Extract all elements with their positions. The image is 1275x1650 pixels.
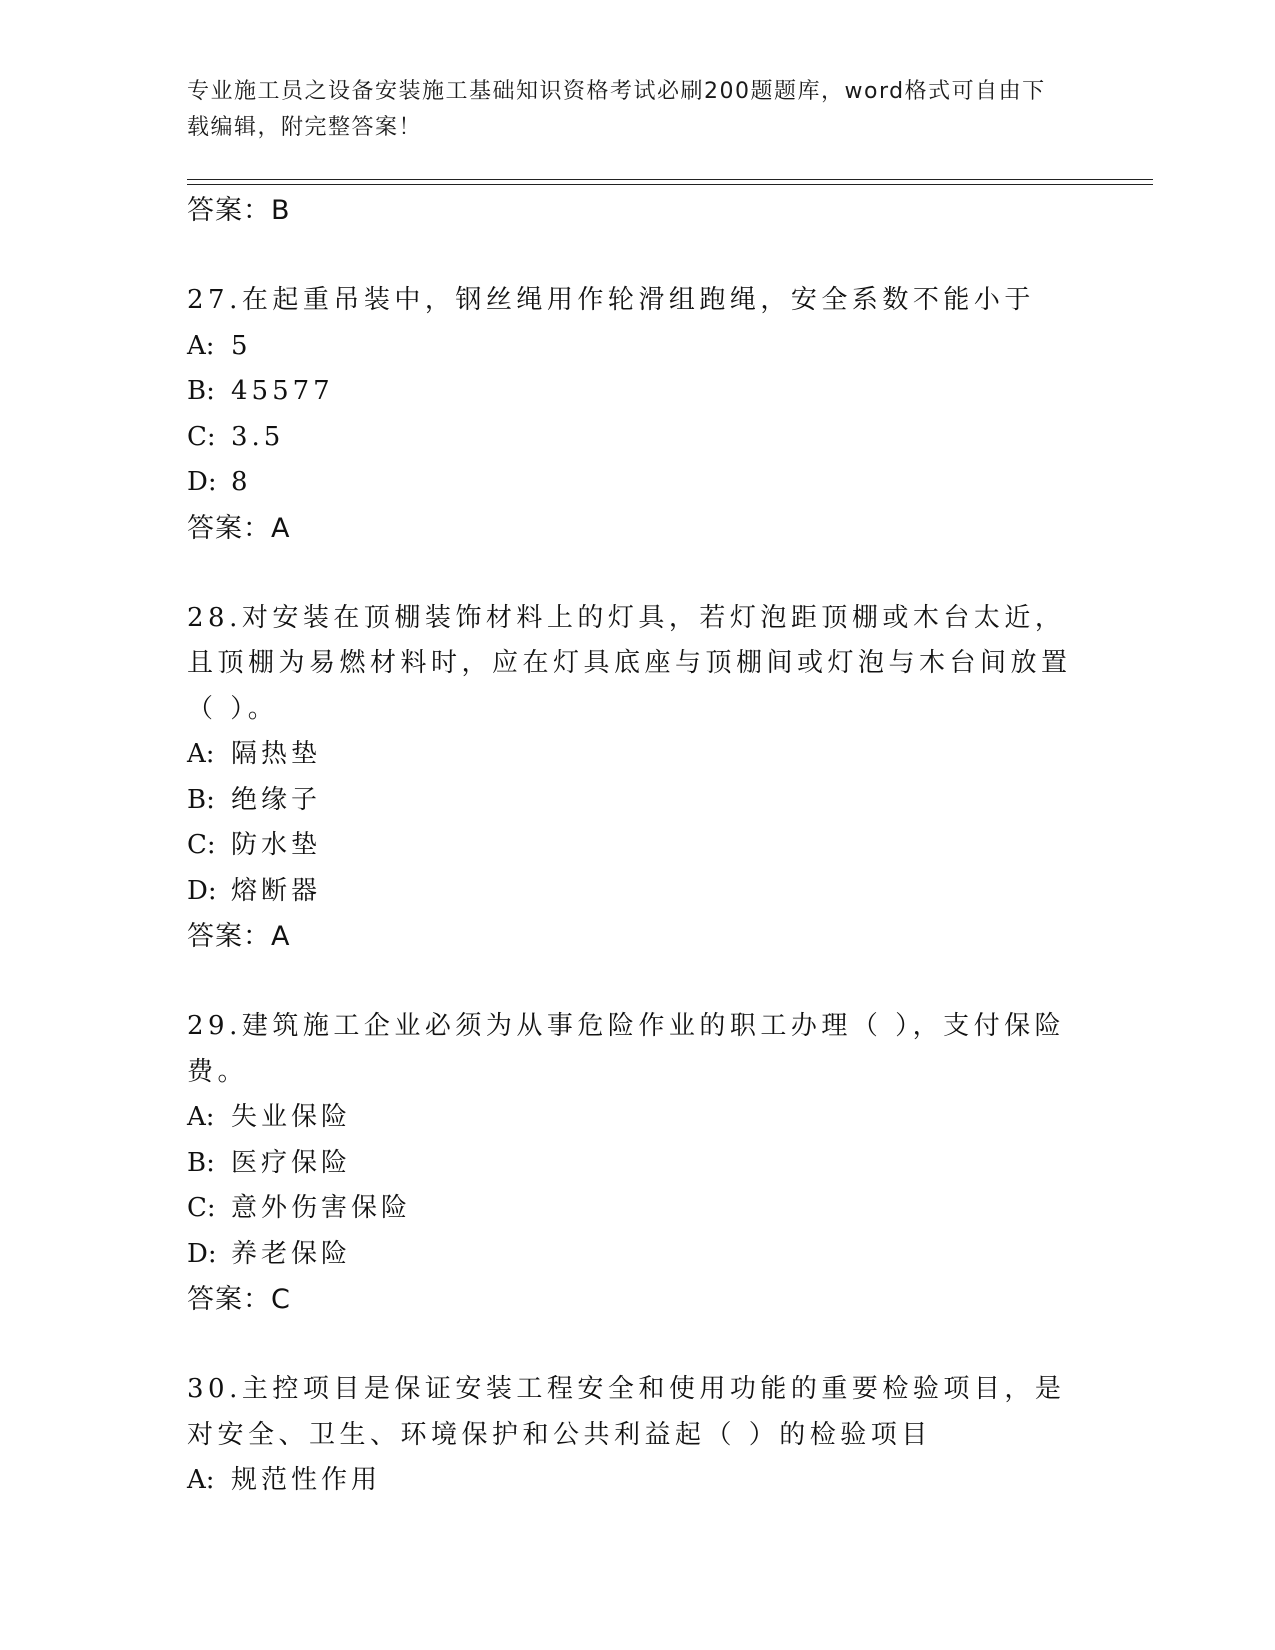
option-text: 8: [231, 467, 252, 497]
question-block: [187, 1004, 1087, 1323]
option-letter: D:: [187, 875, 217, 906]
option-letter: B:: [187, 1147, 215, 1178]
question-answer: 答案：A: [187, 512, 291, 544]
option-text: 3.5: [231, 421, 285, 452]
option-letter: C:: [187, 421, 216, 452]
option-text: 规范性作用: [231, 1465, 382, 1495]
option-letter: B:: [187, 784, 215, 815]
option-text: 意外伤害保险: [231, 1193, 412, 1223]
option-text: 失业保险: [231, 1102, 352, 1132]
option-b: [187, 1141, 1087, 1187]
header-divider-line-second: [187, 184, 1153, 185]
option-letter: B:: [187, 376, 215, 406]
question-list: [187, 188, 1087, 1504]
question-text: 30.主控项目是保证安装工程安全和使用功能的重要检验项目，是对安全、卫生、环境保护和公共利益起（ ）的检验项目: [187, 1374, 1066, 1450]
option-d: [187, 460, 1087, 506]
question-block: [187, 1367, 1087, 1504]
option-letter: A:: [187, 1465, 215, 1495]
option-text: 熔断器: [231, 875, 322, 906]
question-answer: 答案：C: [187, 1284, 291, 1315]
option-a: [187, 1095, 1087, 1141]
option-c: [187, 415, 1087, 461]
option-text: 医疗保险: [231, 1147, 352, 1178]
option-text: 养老保险: [231, 1238, 352, 1269]
question-answer: 答案：A: [187, 921, 291, 952]
option-text: 隔热垫: [231, 739, 322, 769]
option-d: [187, 869, 1087, 915]
option-c: [187, 1186, 1087, 1232]
question-block: [187, 596, 1087, 961]
option-text: 防水垫: [231, 830, 322, 860]
option-letter: A:: [187, 739, 215, 769]
option-text: 绝缘子: [231, 784, 322, 815]
document-header: 专业施工员之设备安装施工基础知识资格考试必刷200题题库，word格式可自由下载编辑，附完整答案！: [187, 79, 1046, 140]
question-text: 27.在起重吊装中，钢丝绳用作轮滑组跑绳，安全系数不能小于: [187, 285, 1035, 315]
question-text: 29.建筑施工企业必须为从事危险作业的职工办理（ ），支付保险费。: [187, 1011, 1066, 1087]
option-letter: A:: [187, 1102, 215, 1132]
option-d: [187, 1232, 1087, 1278]
option-letter: A:: [187, 330, 215, 361]
question-text: 28.对安装在顶棚装饰材料上的灯具，若灯泡距顶棚或木台太近，且顶棚为易燃材料时，应在灯具底座与顶棚间或灯泡与木台间放置（ ）。: [187, 602, 1072, 724]
previous-answer: 答案：B: [187, 195, 291, 226]
option-text: 5: [231, 330, 252, 361]
option-a: [187, 1458, 1087, 1504]
option-a: [187, 732, 1087, 778]
option-b: [187, 778, 1087, 824]
option-letter: D:: [187, 467, 217, 497]
question-block: [187, 278, 1087, 552]
option-letter: C:: [187, 1193, 216, 1223]
header-divider-line: [187, 179, 1153, 180]
option-c: [187, 823, 1087, 869]
option-letter: C:: [187, 830, 216, 860]
option-text: 45577: [231, 376, 334, 406]
option-letter: D:: [187, 1238, 217, 1269]
option-b: [187, 369, 1087, 415]
option-a: [187, 324, 1087, 370]
